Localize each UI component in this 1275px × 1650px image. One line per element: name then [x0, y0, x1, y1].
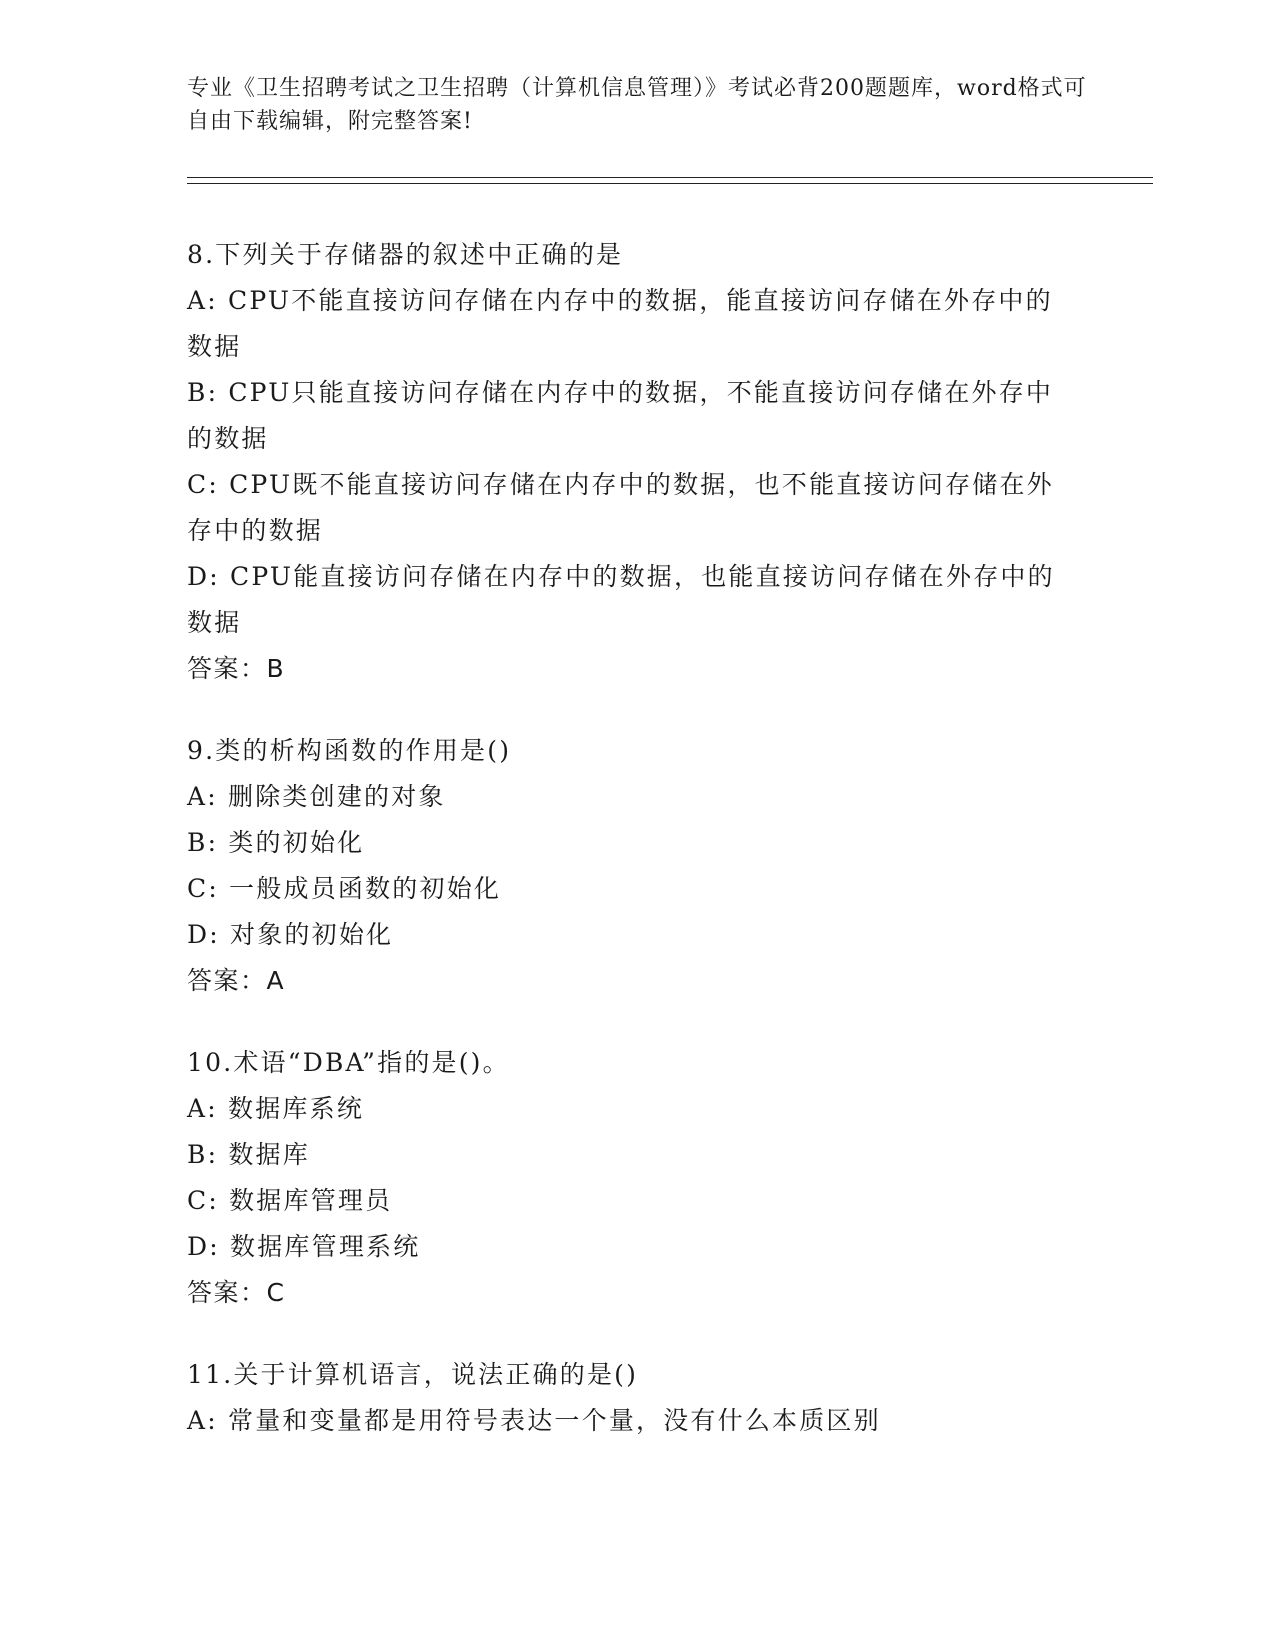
option-c: C: 数据库管理员: [187, 1186, 393, 1215]
question-stem: 9.类的析构函数的作用是(): [187, 736, 512, 765]
answer: 答案：C: [187, 1278, 286, 1307]
header-divider: [187, 177, 1153, 184]
question-stem: 8.下列关于存储器的叙述中正确的是: [187, 240, 624, 269]
option-c: C: CPU既不能直接访问存储在内存中的数据，也不能直接访问存储在外存中的数据: [187, 470, 1054, 545]
question-10: [187, 1040, 1087, 1316]
question-list: [187, 232, 1087, 1480]
option-b: B: CPU只能直接访问存储在内存中的数据，不能直接访问存储在外存中的数据: [187, 378, 1054, 453]
question-11: [187, 1352, 1087, 1444]
option-d: D: 对象的初始化: [187, 920, 394, 949]
option-b: B: 数据库: [187, 1140, 310, 1169]
option-d: D: CPU能直接访问存储在内存中的数据，也能直接访问存储在外存中的数据: [187, 562, 1055, 637]
answer: 答案：B: [187, 654, 286, 683]
document-header: 专业《卫生招聘考试之卫生招聘（计算机信息管理）》考试必背200题题库，word格式可自由下载编辑，附完整答案!: [187, 76, 1087, 134]
option-a: A: CPU不能直接访问存储在内存中的数据，能直接访问存储在外存中的数据: [187, 286, 1053, 361]
option-c: C: 一般成员函数的初始化: [187, 874, 502, 903]
option-a: A: 常量和变量都是用符号表达一个量，没有什么本质区别: [187, 1406, 881, 1435]
option-a: A: 数据库系统: [187, 1094, 365, 1123]
question-stem: 11.关于计算机语言，说法正确的是(): [187, 1360, 639, 1389]
question-9: [187, 728, 1087, 1004]
answer: 答案：A: [187, 966, 286, 995]
option-d: D: 数据库管理系统: [187, 1232, 421, 1261]
question-8: [187, 232, 1087, 692]
option-b: B: 类的初始化: [187, 828, 365, 857]
question-stem: 10.术语“DBA”指的是()。: [187, 1048, 510, 1077]
option-a: A: 删除类创建的对象: [187, 782, 446, 811]
